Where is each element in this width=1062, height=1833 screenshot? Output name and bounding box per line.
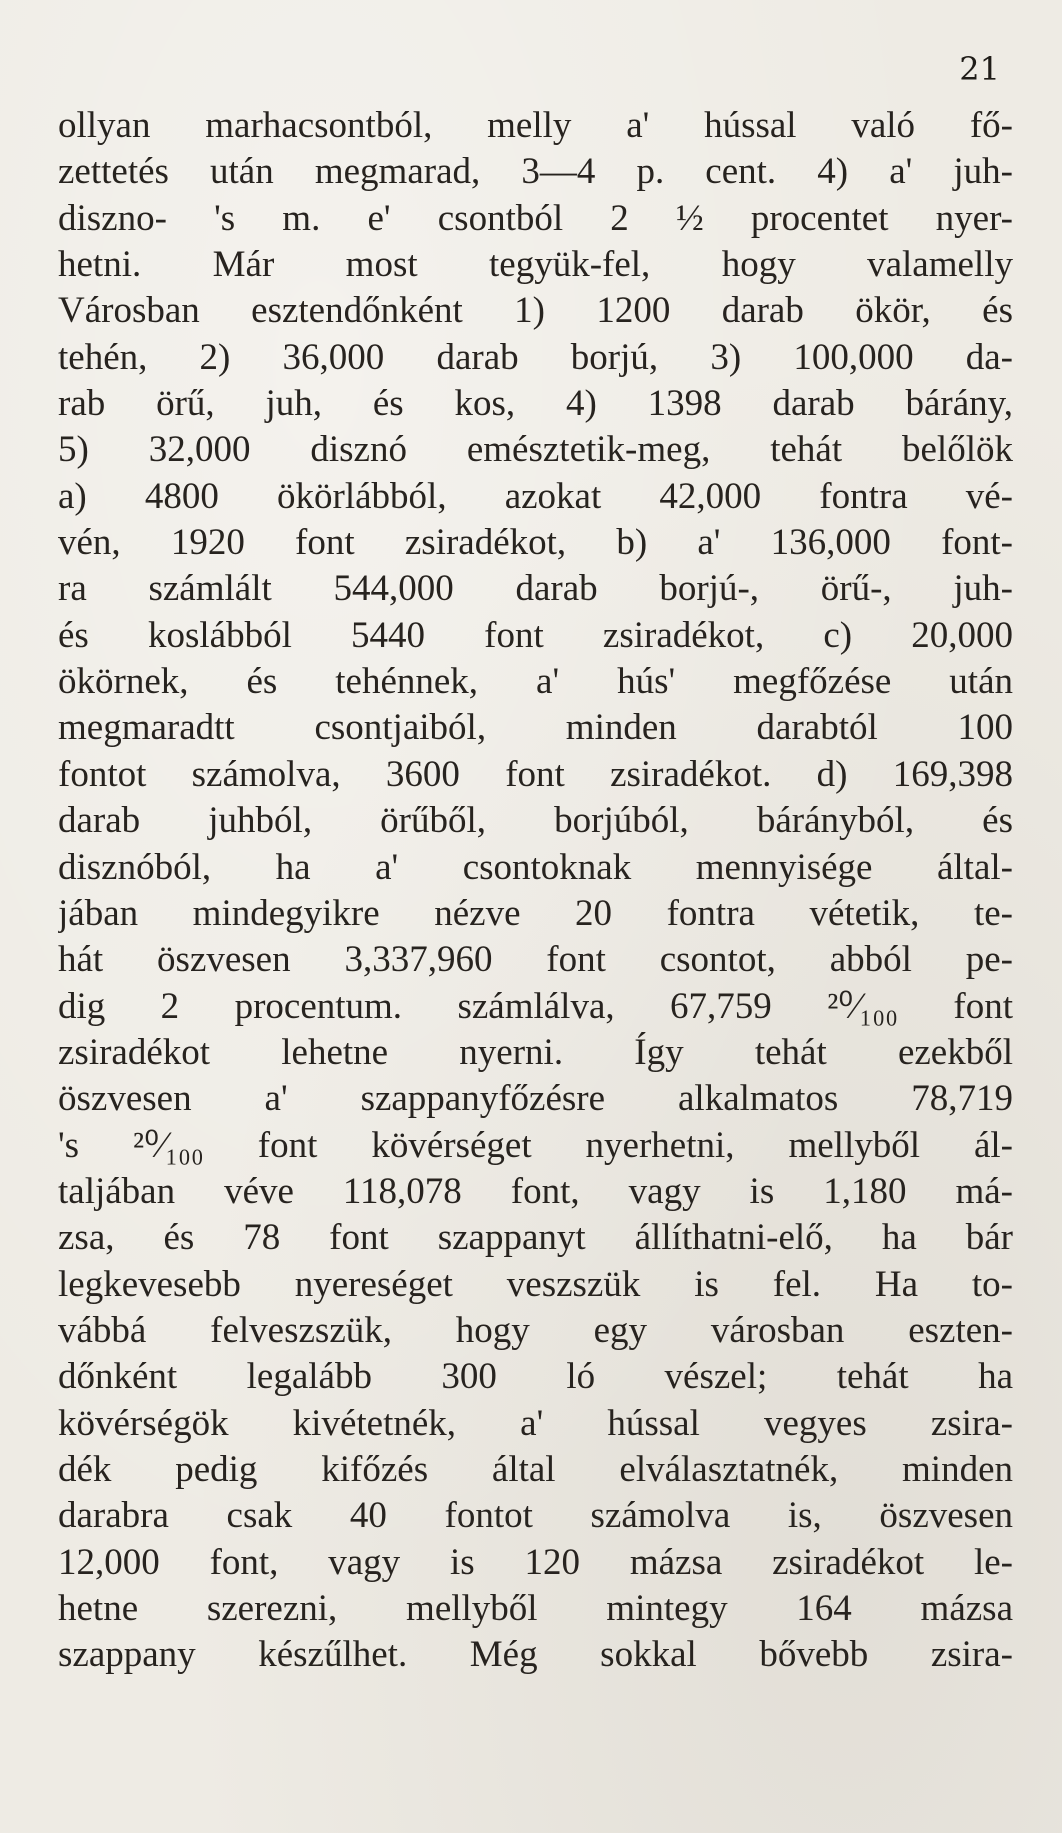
text-line: dig 2 procentum. számlálva, 67,759 ²⁰⁄₁₀₀ font: [58, 985, 1013, 1027]
text-line: jában mindegyikre nézve 20 fontra vétetik, te-: [58, 892, 1013, 934]
text-line: öszvesen a' szappanyfőzésre alkalmatos 78,719: [58, 1078, 1013, 1120]
text-line: 12,000 font, vagy is 120 mázsa zsiradékot le-: [58, 1541, 1013, 1583]
text-line: hetne szerezni, mellyből mintegy 164 mázsa: [58, 1588, 1013, 1629]
text-line: ökörnek, és tehénnek, a' hús' megfőzése után: [58, 661, 1013, 703]
text-line: vábbá felveszszük, hogy egy városban eszten-: [58, 1309, 1013, 1351]
text-line: legkevesebb nyereséget veszszük is fel. Ha to-: [58, 1263, 1013, 1305]
text-line: disznóból, ha a' csontoknak mennyisége által-: [58, 846, 1013, 888]
text-line: Városban esztendőnként 1) 1200 darab ökör, és: [58, 290, 1013, 332]
text-line: diszno- 's m. e' csontból 2 ½ procentet nyer-: [58, 197, 1013, 239]
text-line: dőnként legalább 300 ló vészel; tehát ha: [58, 1356, 1013, 1398]
text-line: kövérségök kivétetnék, a' hússal vegyes zsira-: [58, 1402, 1013, 1444]
text-line: rab örű, juh, és kos, 4) 1398 darab bárány,: [58, 383, 1013, 425]
text-line: vén, 1920 font zsiradékot, b) a' 136,000 font-: [58, 522, 1013, 564]
text-line: és koslábból 5440 font zsiradékot, c) 20,000: [58, 614, 1013, 656]
text-line: darab juhból, örűből, borjúból, bárányból, és: [58, 800, 1013, 842]
text-line: zsiradékot lehetne nyerni. Így tehát ezekből: [58, 1031, 1013, 1073]
text-line: ollyan marhacsontból, melly a' hússal való fő-: [58, 105, 1013, 146]
text-line: zsa, és 78 font szappanyt állíthatni-elő, ha bár: [58, 1217, 1013, 1259]
text-line: tehén, 2) 36,000 darab borjú, 3) 100,000 da-: [58, 336, 1013, 378]
body-text: [58, 103, 1013, 1679]
text-line: zettetés után megmarad, 3—4 p. cent. 4) a' juh-: [58, 151, 1013, 193]
text-line: hát öszvesen 3,337,960 font csontot, abból pe-: [58, 939, 1013, 981]
text-line: darabra csak 40 fontot számolva is, öszvesen: [58, 1495, 1013, 1537]
text-line: hetni. Már most tegyük-fel, hogy valamelly: [58, 244, 1013, 286]
text-line: 5) 32,000 disznó emésztetik-meg, tehát belőlök: [58, 429, 1013, 471]
text-line: 's ²⁰⁄₁₀₀ font kövérséget nyerhetni, mellyből ál-: [58, 1124, 1013, 1166]
text-line: taljában véve 118,078 font, vagy is 1,180 má-: [58, 1170, 1013, 1212]
text-line: szappany készűlhet. Még sokkal bővebb zsira-: [58, 1634, 1013, 1676]
text-line: megmaradtt csontjaiból, minden darabtól 100: [58, 707, 1013, 749]
text-line: a) 4800 ökörlábból, azokat 42,000 fontra vé-: [58, 475, 1013, 517]
text-line: fontot számolva, 3600 font zsiradékot. d) 169,398: [58, 753, 1013, 795]
text-line: dék pedig kifőzés által elválasztatnék, minden: [58, 1448, 1013, 1490]
text-line: ra számlált 544,000 darab borjú-, örű-, juh-: [58, 568, 1013, 610]
page-number: 21: [959, 50, 1000, 88]
